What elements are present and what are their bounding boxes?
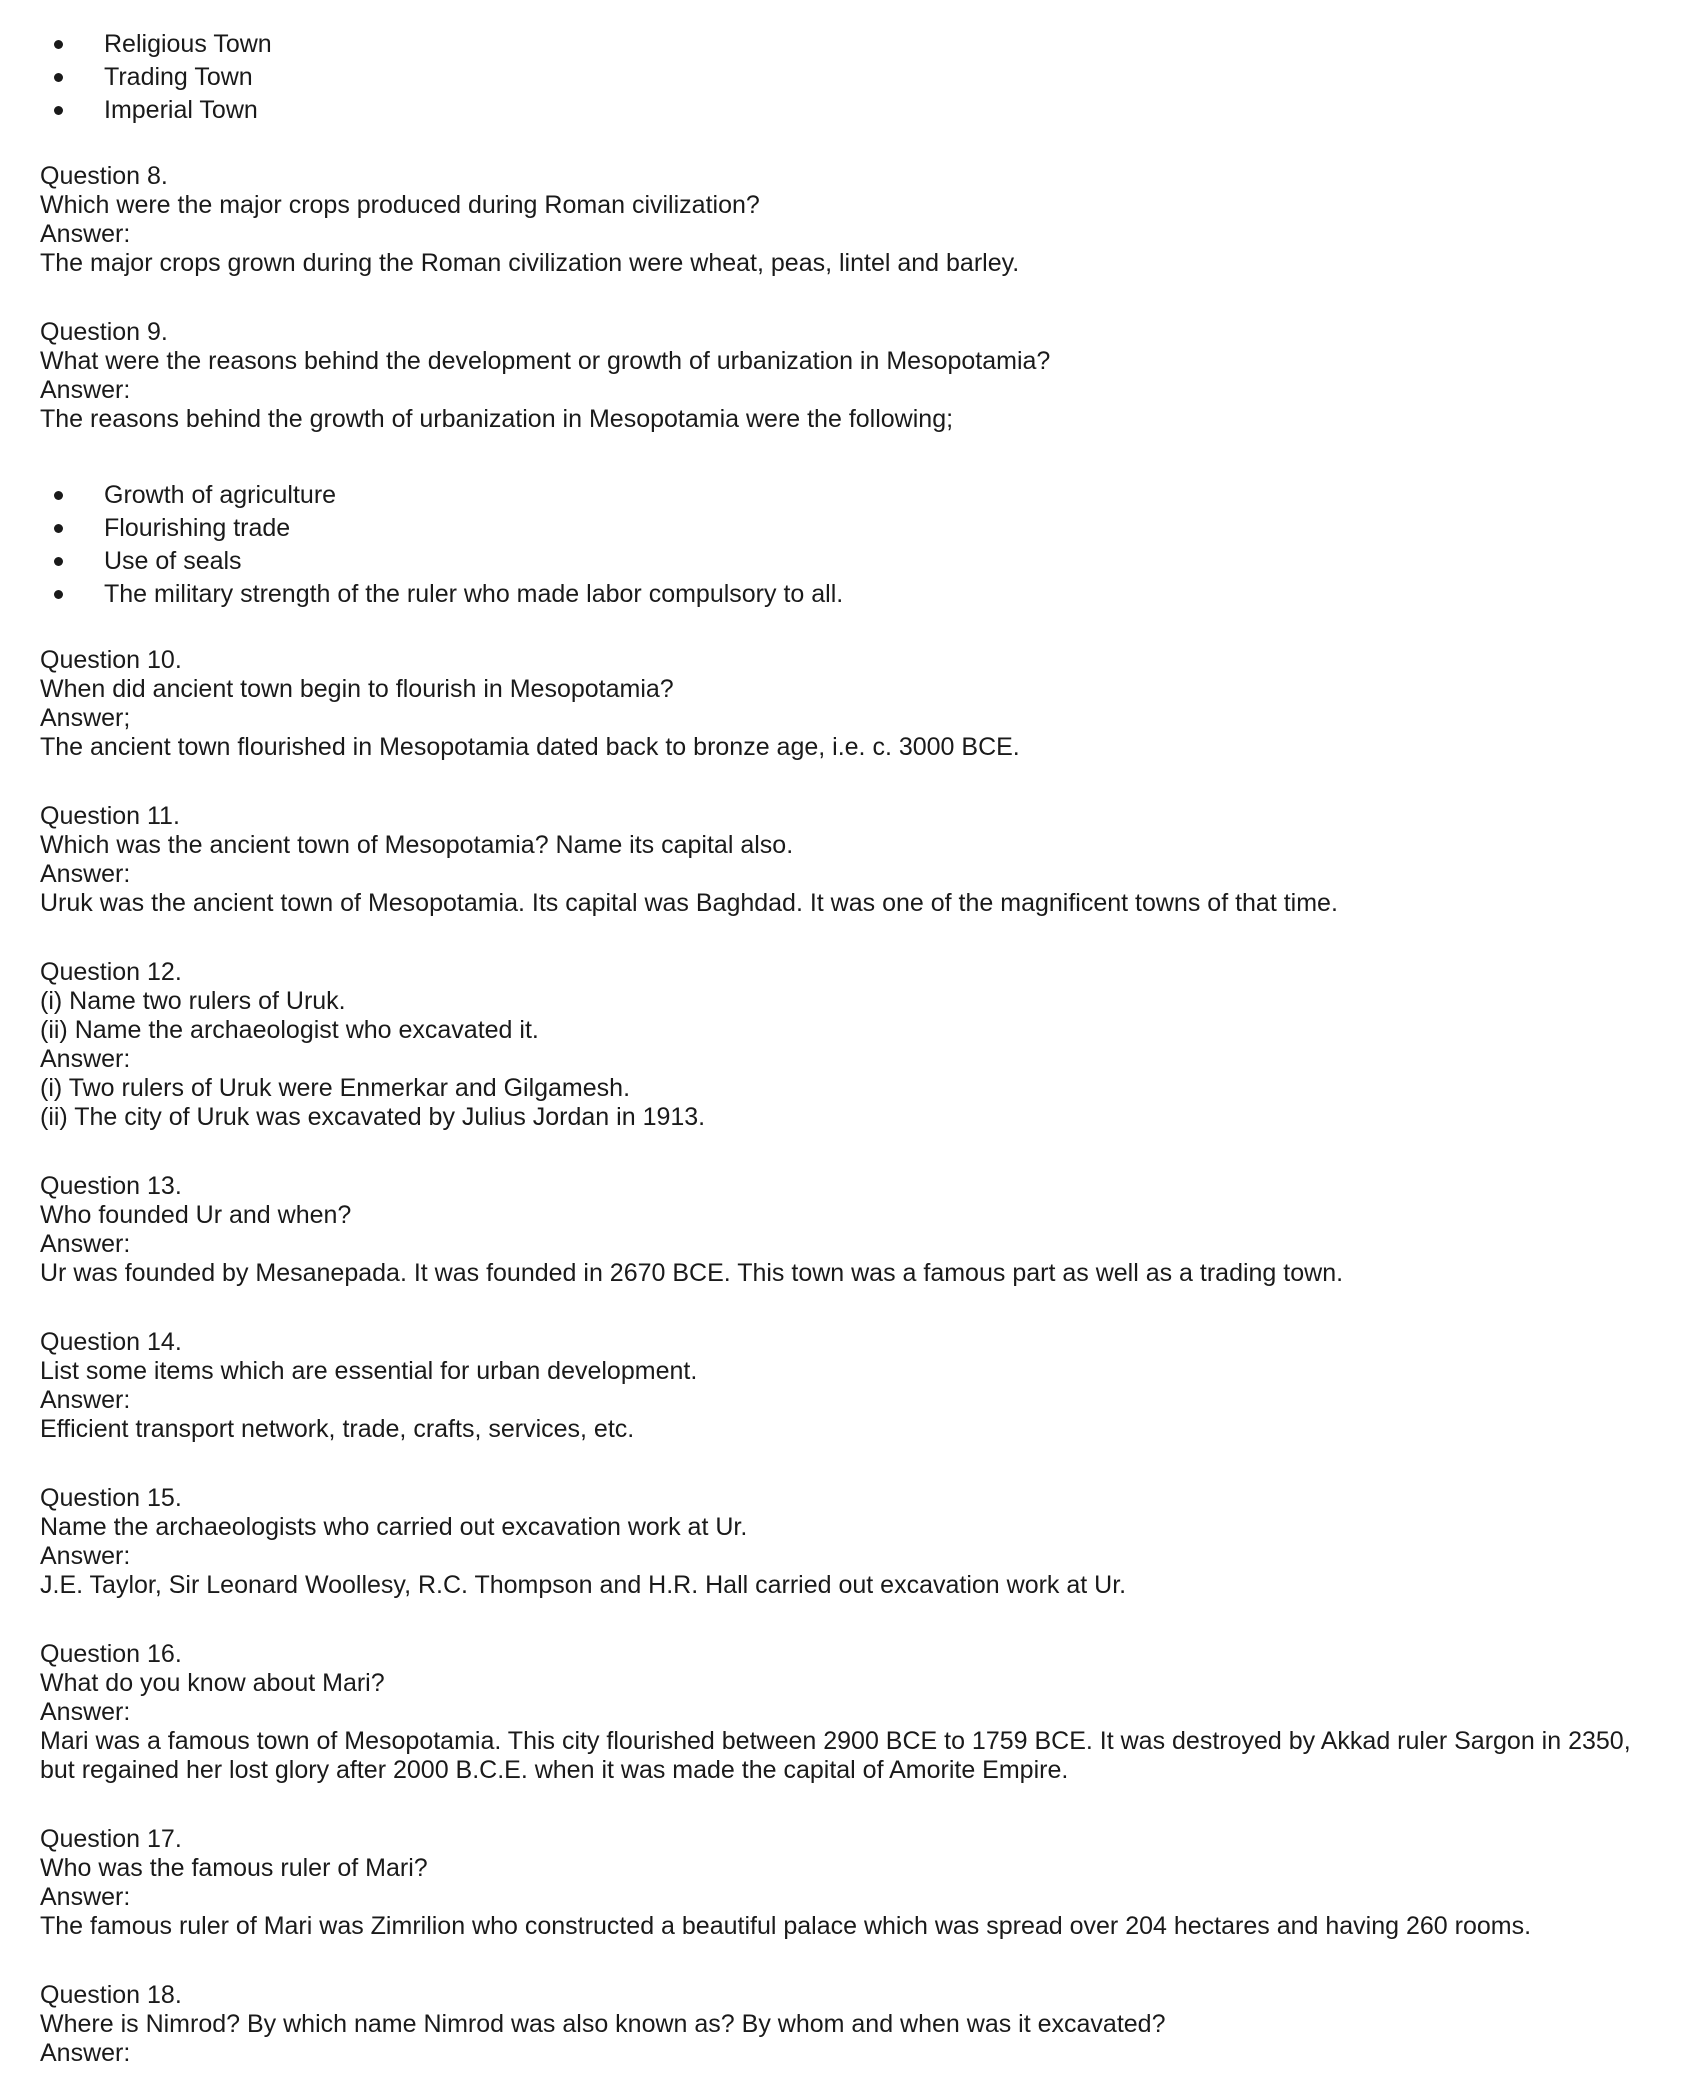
question-label: Question 18. (40, 1981, 182, 2009)
answer-label: Answer: (40, 220, 131, 248)
list-item: Use of seals (40, 545, 1680, 578)
question-label: Question 12. (40, 958, 182, 986)
list-item: Growth of agriculture (40, 479, 1680, 512)
question-label: Question 17. (40, 1825, 182, 1853)
answer-text: (ii) The city of Uruk was excavated by Julius Jordan in 1913. (40, 1103, 706, 1131)
bullet-icon (54, 590, 63, 599)
question-16 (40, 1640, 1680, 1785)
question-label: Question 13. (40, 1172, 182, 1200)
answer-label: Answer: (40, 1542, 131, 1570)
answer-text: J.E. Taylor, Sir Leonard Woollesy, R.C. Thompson and H.R. Hall carried out excavation work at Ur. (40, 1571, 1127, 1599)
question-15 (40, 1484, 1680, 1600)
question-text: List some items which are essential for urban development. (40, 1357, 698, 1385)
question-8 (40, 162, 1680, 278)
bullet-icon (54, 557, 63, 566)
question-text: (ii) Name the archaeologist who excavated it. (40, 1016, 539, 1044)
answer-label: Answer: (40, 860, 131, 888)
question-12 (40, 958, 1680, 1132)
q9-bullet-list (40, 479, 1680, 611)
question-text: Where is Nimrod? By which name Nimrod was also known as? By whom and when was it excavated? (40, 2010, 1166, 2038)
bullet-icon (54, 40, 63, 49)
question-text: When did ancient town begin to flourish in Mesopotamia? (40, 675, 674, 703)
question-17 (40, 1825, 1680, 1941)
bullet-icon (54, 524, 63, 533)
answer-label: Answer: (40, 1883, 131, 1911)
answer-text: The reasons behind the growth of urbanization in Mesopotamia were the following; (40, 405, 954, 433)
question-label: Question 14. (40, 1328, 182, 1356)
answer-text: Mari was a famous town of Mesopotamia. This city flourished between 2900 BCE to 1759 BCE. It was destroyed by Akkad ruler Sargon in 2350, but regained her lost glory after 2000 B.C.E. when it was made the capital of Amorite Empire. (40, 1727, 1631, 1784)
list-item: Religious Town (40, 28, 1680, 61)
question-9 (40, 318, 1680, 434)
question-label: Question 16. (40, 1640, 182, 1668)
question-18 (40, 1981, 1680, 2068)
question-11 (40, 802, 1680, 918)
answer-text: The ancient town flourished in Mesopotamia dated back to bronze age, i.e. c. 3000 BCE. (40, 733, 1020, 761)
question-text: Which was the ancient town of Mesopotamia? Name its capital also. (40, 831, 794, 859)
answer-label: Answer: (40, 1045, 131, 1073)
answer-label: Answer: (40, 1386, 131, 1414)
question-13 (40, 1172, 1680, 1288)
answer-label: Answer: (40, 376, 131, 404)
question-text: (i) Name two rulers of Uruk. (40, 987, 346, 1015)
list-item: The military strength of the ruler who made labor compulsory to all. (40, 578, 1680, 611)
answer-label: Answer: (40, 1230, 131, 1258)
question-14 (40, 1328, 1680, 1444)
question-label: Question 15. (40, 1484, 182, 1512)
question-label: Question 8. (40, 162, 168, 190)
answer-text: Ur was founded by Mesanepada. It was founded in 2670 BCE. This town was a famous part as well as a trading town. (40, 1259, 1344, 1287)
intro-bullet-list (40, 28, 1680, 127)
question-text: What do you know about Mari? (40, 1669, 385, 1697)
bullet-icon (54, 106, 63, 115)
question-label: Question 11. (40, 802, 180, 830)
question-text: Who was the famous ruler of Mari? (40, 1854, 428, 1882)
answer-text: The famous ruler of Mari was Zimrilion who constructed a beautiful palace which was spread over 204 hectares and having 260 rooms. (40, 1912, 1532, 1940)
list-item: Flourishing trade (40, 512, 1680, 545)
list-item: Trading Town (40, 61, 1680, 94)
answer-text: Efficient transport network, trade, crafts, services, etc. (40, 1415, 635, 1443)
question-text: Name the archaeologists who carried out excavation work at Ur. (40, 1513, 748, 1541)
answer-text: (i) Two rulers of Uruk were Enmerkar and Gilgamesh. (40, 1074, 631, 1102)
answer-text: Uruk was the ancient town of Mesopotamia. Its capital was Baghdad. It was one of the magnificent towns of that time. (40, 889, 1338, 917)
question-text: Which were the major crops produced during Roman civilization? (40, 191, 760, 219)
list-item: Imperial Town (40, 94, 1680, 127)
answer-label: Answer; (40, 704, 131, 732)
question-text: Who founded Ur and when? (40, 1201, 352, 1229)
answer-text: The major crops grown during the Roman civilization were wheat, peas, lintel and barley. (40, 249, 1020, 277)
question-10 (40, 646, 1680, 762)
answer-label: Answer: (40, 1698, 131, 1726)
bullet-icon (54, 491, 63, 500)
bullet-icon (54, 73, 63, 82)
answer-label: Answer: (40, 2039, 131, 2067)
document-page (40, 28, 1680, 2068)
question-text: What were the reasons behind the development or growth of urbanization in Mesopotamia? (40, 347, 1051, 375)
question-label: Question 9. (40, 318, 168, 346)
question-label: Question 10. (40, 646, 182, 674)
